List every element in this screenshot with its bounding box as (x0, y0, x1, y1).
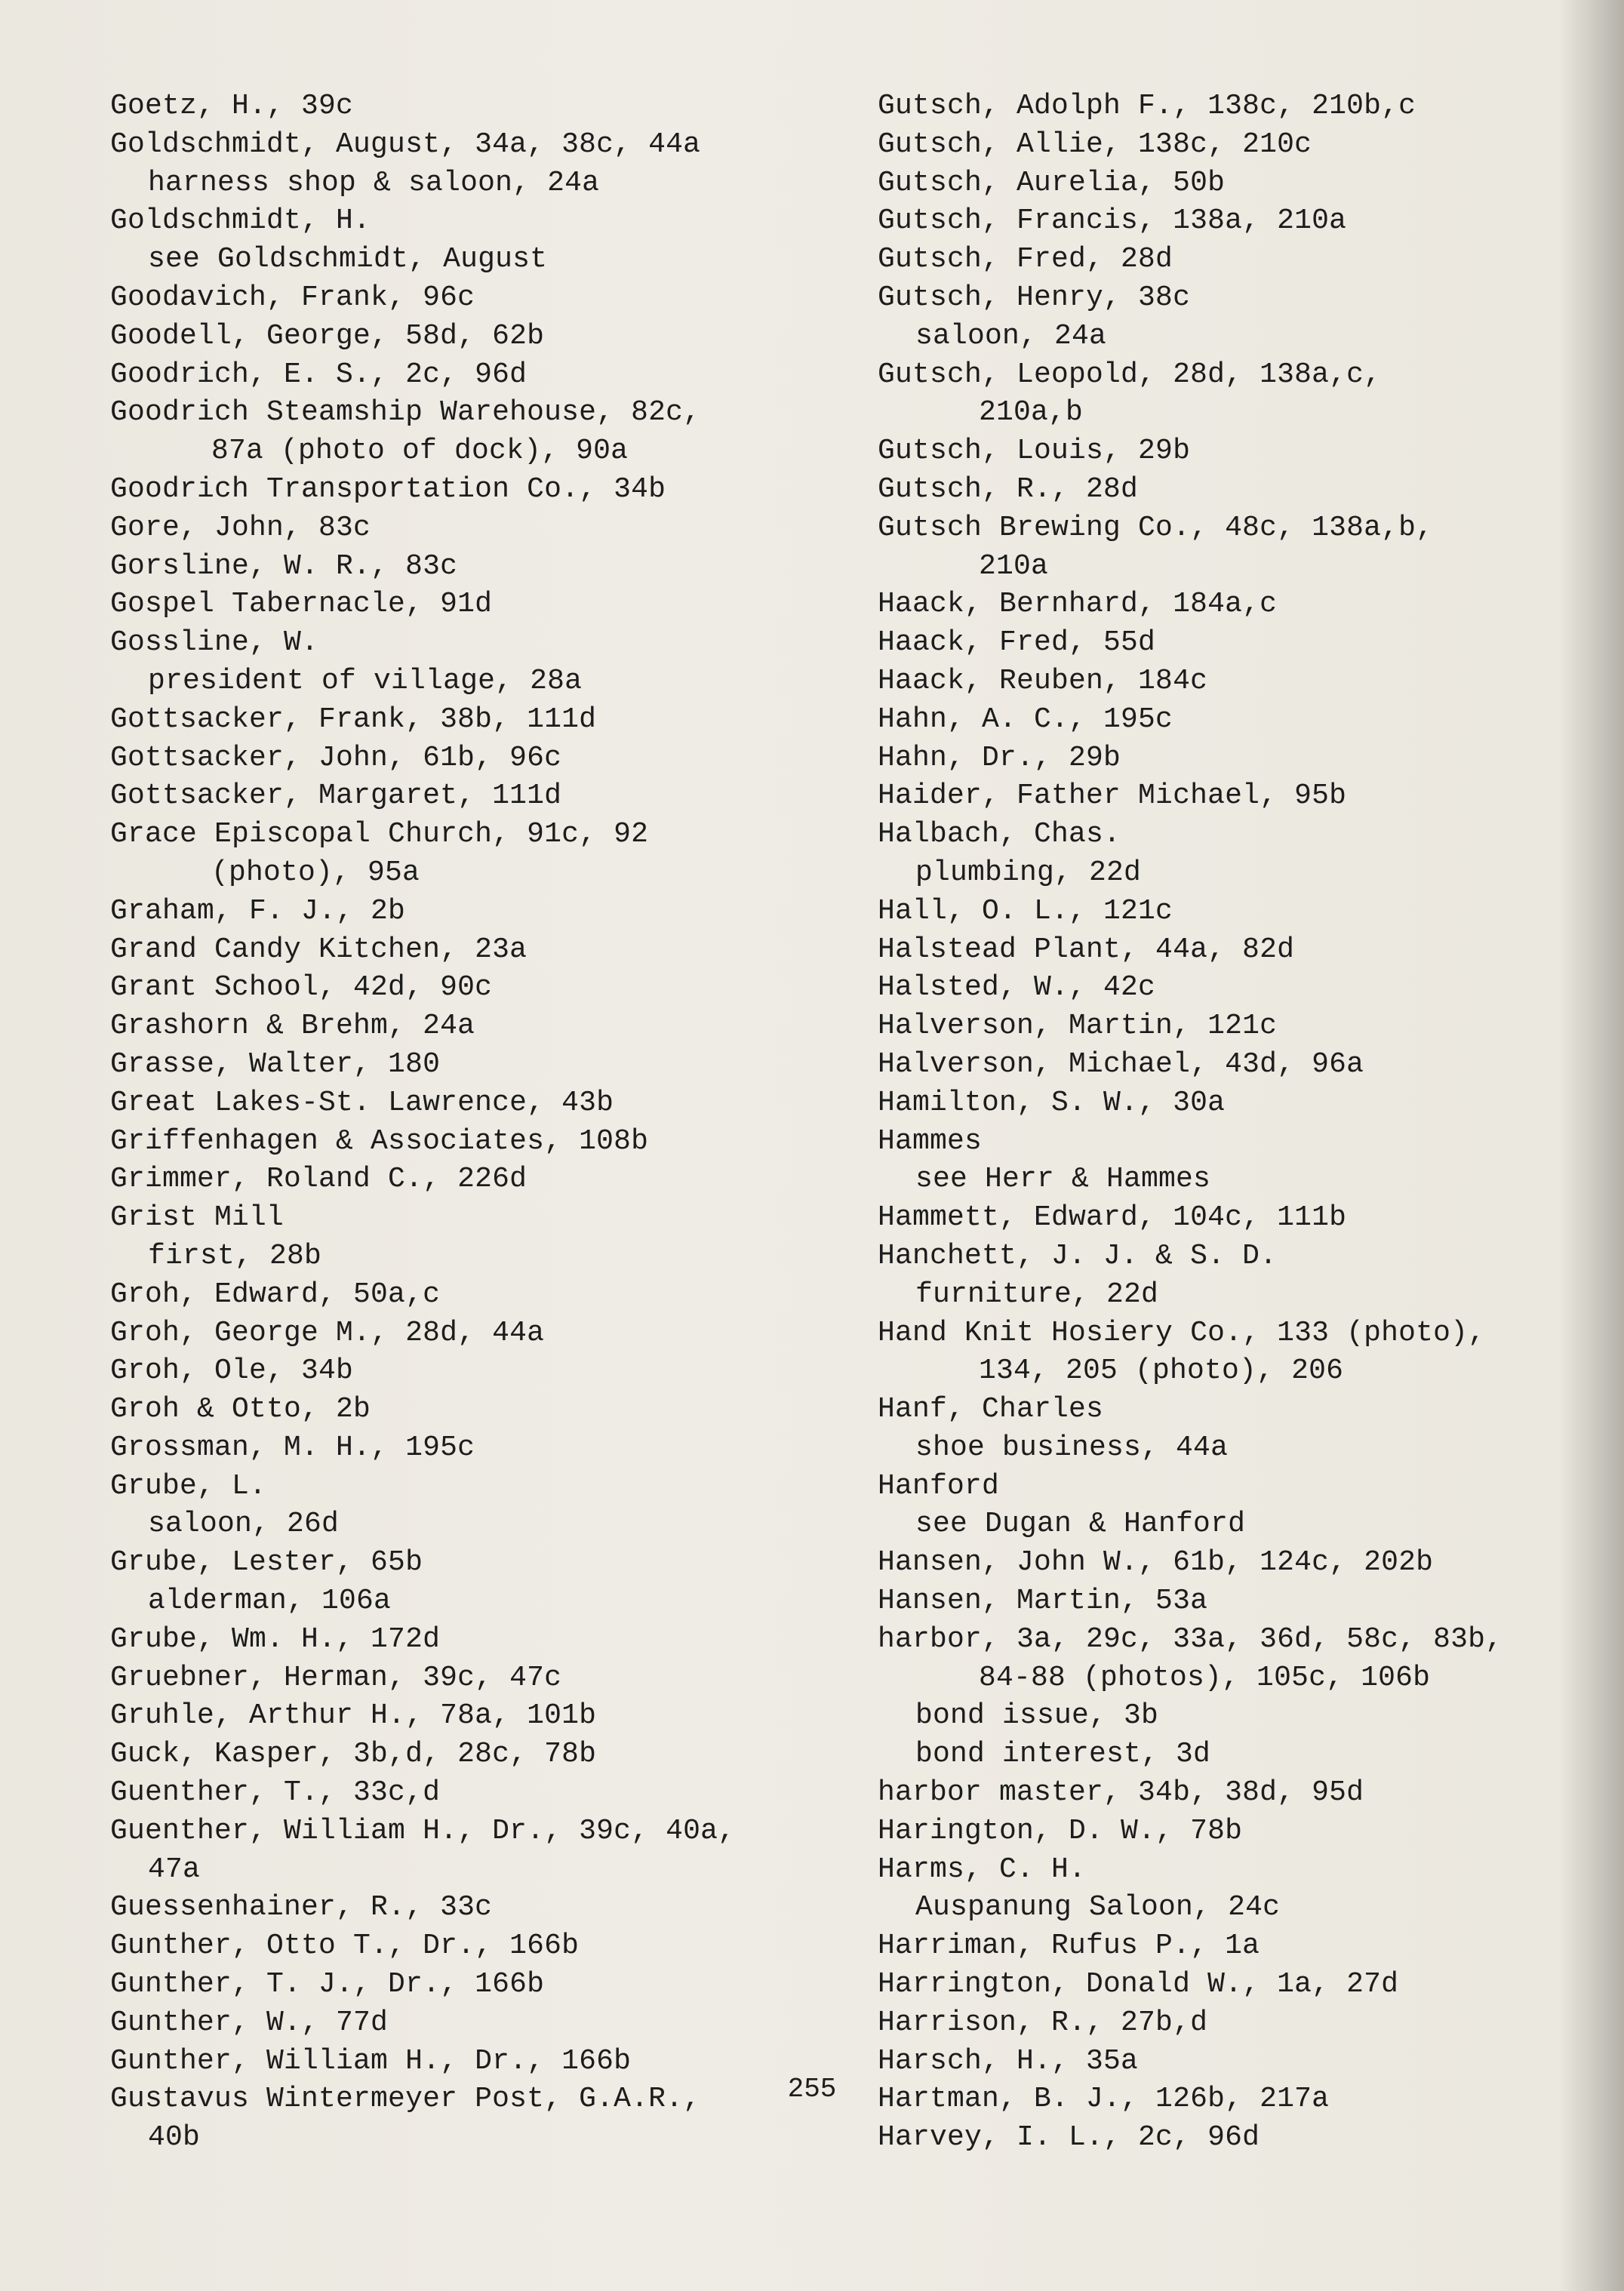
index-entry: Graham, F. J., 2b (110, 894, 406, 927)
index-entry: Goetz, H., 39c (110, 90, 354, 122)
index-subentry: plumbing, 22d (915, 856, 1142, 889)
index-entry: Gutsch, Louis, 29b (878, 435, 1191, 468)
index-entry: Haack, Fred, 55d (878, 626, 1156, 660)
index-entry: Gutsch, Aurelia, 50b (878, 166, 1226, 199)
index-entry: Groh, Ole, 34b (110, 1355, 354, 1388)
index-subentry: 210a (979, 549, 1049, 583)
index-entry: Goodrich Transportation Co., 34b (110, 472, 666, 506)
index-entry: Guessenhainer, R., 33c (110, 1891, 493, 1924)
index-subentry: bond interest, 3d (915, 1738, 1211, 1771)
index-entry: Groh, Edward, 50a,c (110, 1278, 441, 1311)
index-entry: Gutsch Brewing Co., 48c, 138a,b, (878, 511, 1434, 544)
index-entry: Halstead Plant, 44a, 82d (878, 933, 1295, 966)
index-entry: Goldschmidt, August, 34a, 38c, 44a (110, 128, 701, 161)
index-entry: Guenther, T., 33c,d (110, 1776, 441, 1810)
index-entry: Halsted, W., 42c (878, 971, 1156, 1004)
index-entry: Harington, D. W., 78b (878, 1814, 1243, 1847)
index-subentry: saloon, 26d (148, 1508, 340, 1541)
index-subentry: see Goldschmidt, August (148, 243, 548, 276)
index-entry: Gottsacker, John, 61b, 96c (110, 741, 562, 774)
index-column-left (110, 88, 857, 2157)
index-entry: Gunther, W., 77d (110, 2006, 389, 2039)
index-entry: Guck, Kasper, 3b,d, 28c, 78b (110, 1738, 597, 1771)
index-entry: Gunther, William H., Dr., 166b (110, 2044, 632, 2077)
index-entry: Hahn, A. C., 195c (878, 703, 1173, 736)
index-entry: Gottsacker, Margaret, 111d (110, 780, 562, 813)
index-entry: Gutsch, Leopold, 28d, 138a,c, (878, 358, 1382, 391)
index-subentry: Auspanung Saloon, 24c (915, 1891, 1281, 1924)
index-entry: harbor master, 34b, 38d, 95d (878, 1776, 1364, 1810)
index-entry: Hall, O. L., 121c (878, 894, 1173, 927)
index-subentry: 47a (148, 1853, 201, 1886)
index-subentry: see Dugan & Hanford (915, 1508, 1246, 1541)
index-entry: Harriman, Rufus P., 1a (878, 1930, 1260, 1963)
index-entry: Gutsch, Francis, 138a, 210a (878, 204, 1347, 238)
index-entry: Gruebner, Herman, 39c, 47c (110, 1661, 562, 1694)
index-subentry: president of village, 28a (148, 664, 583, 697)
index-entry: Gutsch, Fred, 28d (878, 243, 1173, 276)
index-entry: Gunther, T. J., Dr., 166b (110, 1968, 545, 2001)
index-entry: Grossman, M. H., 195c (110, 1431, 475, 1464)
index-entry: Gutsch, Adolph F., 138c, 210b,c (878, 90, 1416, 122)
index-entry: Hansen, Martin, 53a (878, 1585, 1208, 1618)
index-entry: Goodrich Steamship Warehouse, 82c, (110, 396, 701, 429)
index-entry: Grube, Lester, 65b (110, 1546, 423, 1579)
index-entry: Hansen, John W., 61b, 124c, 202b (878, 1546, 1434, 1579)
index-entry: Guenther, William H., Dr., 39c, 40a, (110, 1814, 736, 1847)
index-entry: Gutsch, Henry, 38c (878, 281, 1191, 314)
index-subentry: 87a (photo of dock), 90a (211, 435, 629, 468)
index-entry: Halverson, Michael, 43d, 96a (878, 1047, 1364, 1081)
index-entry: Hanchett, J. J. & S. D. (878, 1239, 1278, 1272)
index-entry: Haider, Father Michael, 95b (878, 780, 1347, 813)
index-entry: Gutsch, Allie, 138c, 210c (878, 128, 1312, 161)
index-subentry: saloon, 24a (915, 319, 1107, 352)
index-entry: Hartman, B. J., 126b, 217a (878, 2083, 1330, 2116)
index-entry: Hahn, Dr., 29b (878, 741, 1121, 774)
index-subentry: bond issue, 3b (915, 1699, 1159, 1733)
index-entry: Goodavich, Frank, 96c (110, 281, 475, 314)
index-subentry: harness shop & saloon, 24a (148, 166, 600, 199)
index-entry: Hamilton, S. W., 30a (878, 1086, 1226, 1119)
index-subentry: (photo), 95a (211, 856, 420, 889)
index-subentry: alderman, 106a (148, 1585, 392, 1618)
index-entry: Gorsline, W. R., 83c (110, 549, 458, 583)
index-column-right (878, 88, 1617, 2157)
index-entry: Grand Candy Kitchen, 23a (110, 933, 527, 966)
index-entry: Gospel Tabernacle, 91d (110, 588, 493, 621)
index-entry: Gossline, W. (110, 626, 319, 660)
index-entry: Hand Knit Hosiery Co., 133 (photo), (878, 1316, 1486, 1349)
index-entry: Great Lakes-St. Lawrence, 43b (110, 1086, 614, 1119)
index-entry: Harms, C. H. (878, 1853, 1087, 1886)
index-subentry: 84-88 (photos), 105c, 106b (979, 1661, 1431, 1694)
index-entry: Hammes (878, 1124, 983, 1158)
index-entry: Grace Episcopal Church, 91c, 92 (110, 818, 649, 851)
index-subentry: first, 28b (148, 1239, 322, 1272)
index-entry: Haack, Reuben, 184c (878, 664, 1208, 697)
index-entry: Gottsacker, Frank, 38b, 111d (110, 703, 597, 736)
index-subentry: 40b (148, 2121, 201, 2154)
index-entry: Goodell, George, 58d, 62b (110, 319, 545, 352)
index-subentry: 210a,b (979, 396, 1084, 429)
index-entry: Gustavus Wintermeyer Post, G.A.R., (110, 2083, 701, 2116)
index-entry: Groh & Otto, 2b (110, 1393, 371, 1426)
index-entry: Grimmer, Roland C., 226d (110, 1163, 527, 1196)
index-subentry: see Herr & Hammes (915, 1163, 1211, 1196)
index-entry: Halbach, Chas. (878, 818, 1121, 851)
index-entry: Harsch, H., 35a (878, 2044, 1139, 2077)
index-entry: Halverson, Martin, 121c (878, 1010, 1278, 1043)
index-subentry: 134, 205 (photo), 206 (979, 1355, 1344, 1388)
index-entry: Grist Mill (110, 1201, 285, 1235)
index-entry: Goldschmidt, H. (110, 204, 371, 238)
index-entry: Hammett, Edward, 104c, 111b (878, 1201, 1347, 1235)
index-entry: Gunther, Otto T., Dr., 166b (110, 1930, 580, 1963)
page-number: 255 (787, 2074, 837, 2105)
index-entry: Hanford (878, 1469, 1000, 1502)
index-entry: Harrington, Donald W., 1a, 27d (878, 1968, 1399, 2001)
index-entry: Griffenhagen & Associates, 108b (110, 1124, 649, 1158)
index-subentry: shoe business, 44a (915, 1431, 1229, 1464)
index-entry: Grube, Wm. H., 172d (110, 1622, 441, 1656)
index-entry: Grant School, 42d, 90c (110, 971, 493, 1004)
index-entry: Gruhle, Arthur H., 78a, 101b (110, 1699, 597, 1733)
index-subentry: furniture, 22d (915, 1278, 1159, 1311)
index-entry: Harvey, I. L., 2c, 96d (878, 2121, 1260, 2154)
index-entry: Grasse, Walter, 180 (110, 1047, 441, 1081)
index-entry: harbor, 3a, 29c, 33a, 36d, 58c, 83b, (878, 1622, 1503, 1656)
index-entry: Hanf, Charles (878, 1393, 1104, 1426)
index-entry: Gore, John, 83c (110, 511, 371, 544)
index-entry: Harrison, R., 27b,d (878, 2006, 1208, 2039)
index-entry: Gutsch, R., 28d (878, 472, 1139, 506)
index-entry: Goodrich, E. S., 2c, 96d (110, 358, 527, 391)
index-entry: Grashorn & Brehm, 24a (110, 1010, 475, 1043)
index-entry: Groh, George M., 28d, 44a (110, 1316, 545, 1349)
index-entry: Grube, L. (110, 1469, 267, 1502)
index-entry: Haack, Bernhard, 184a,c (878, 588, 1278, 621)
